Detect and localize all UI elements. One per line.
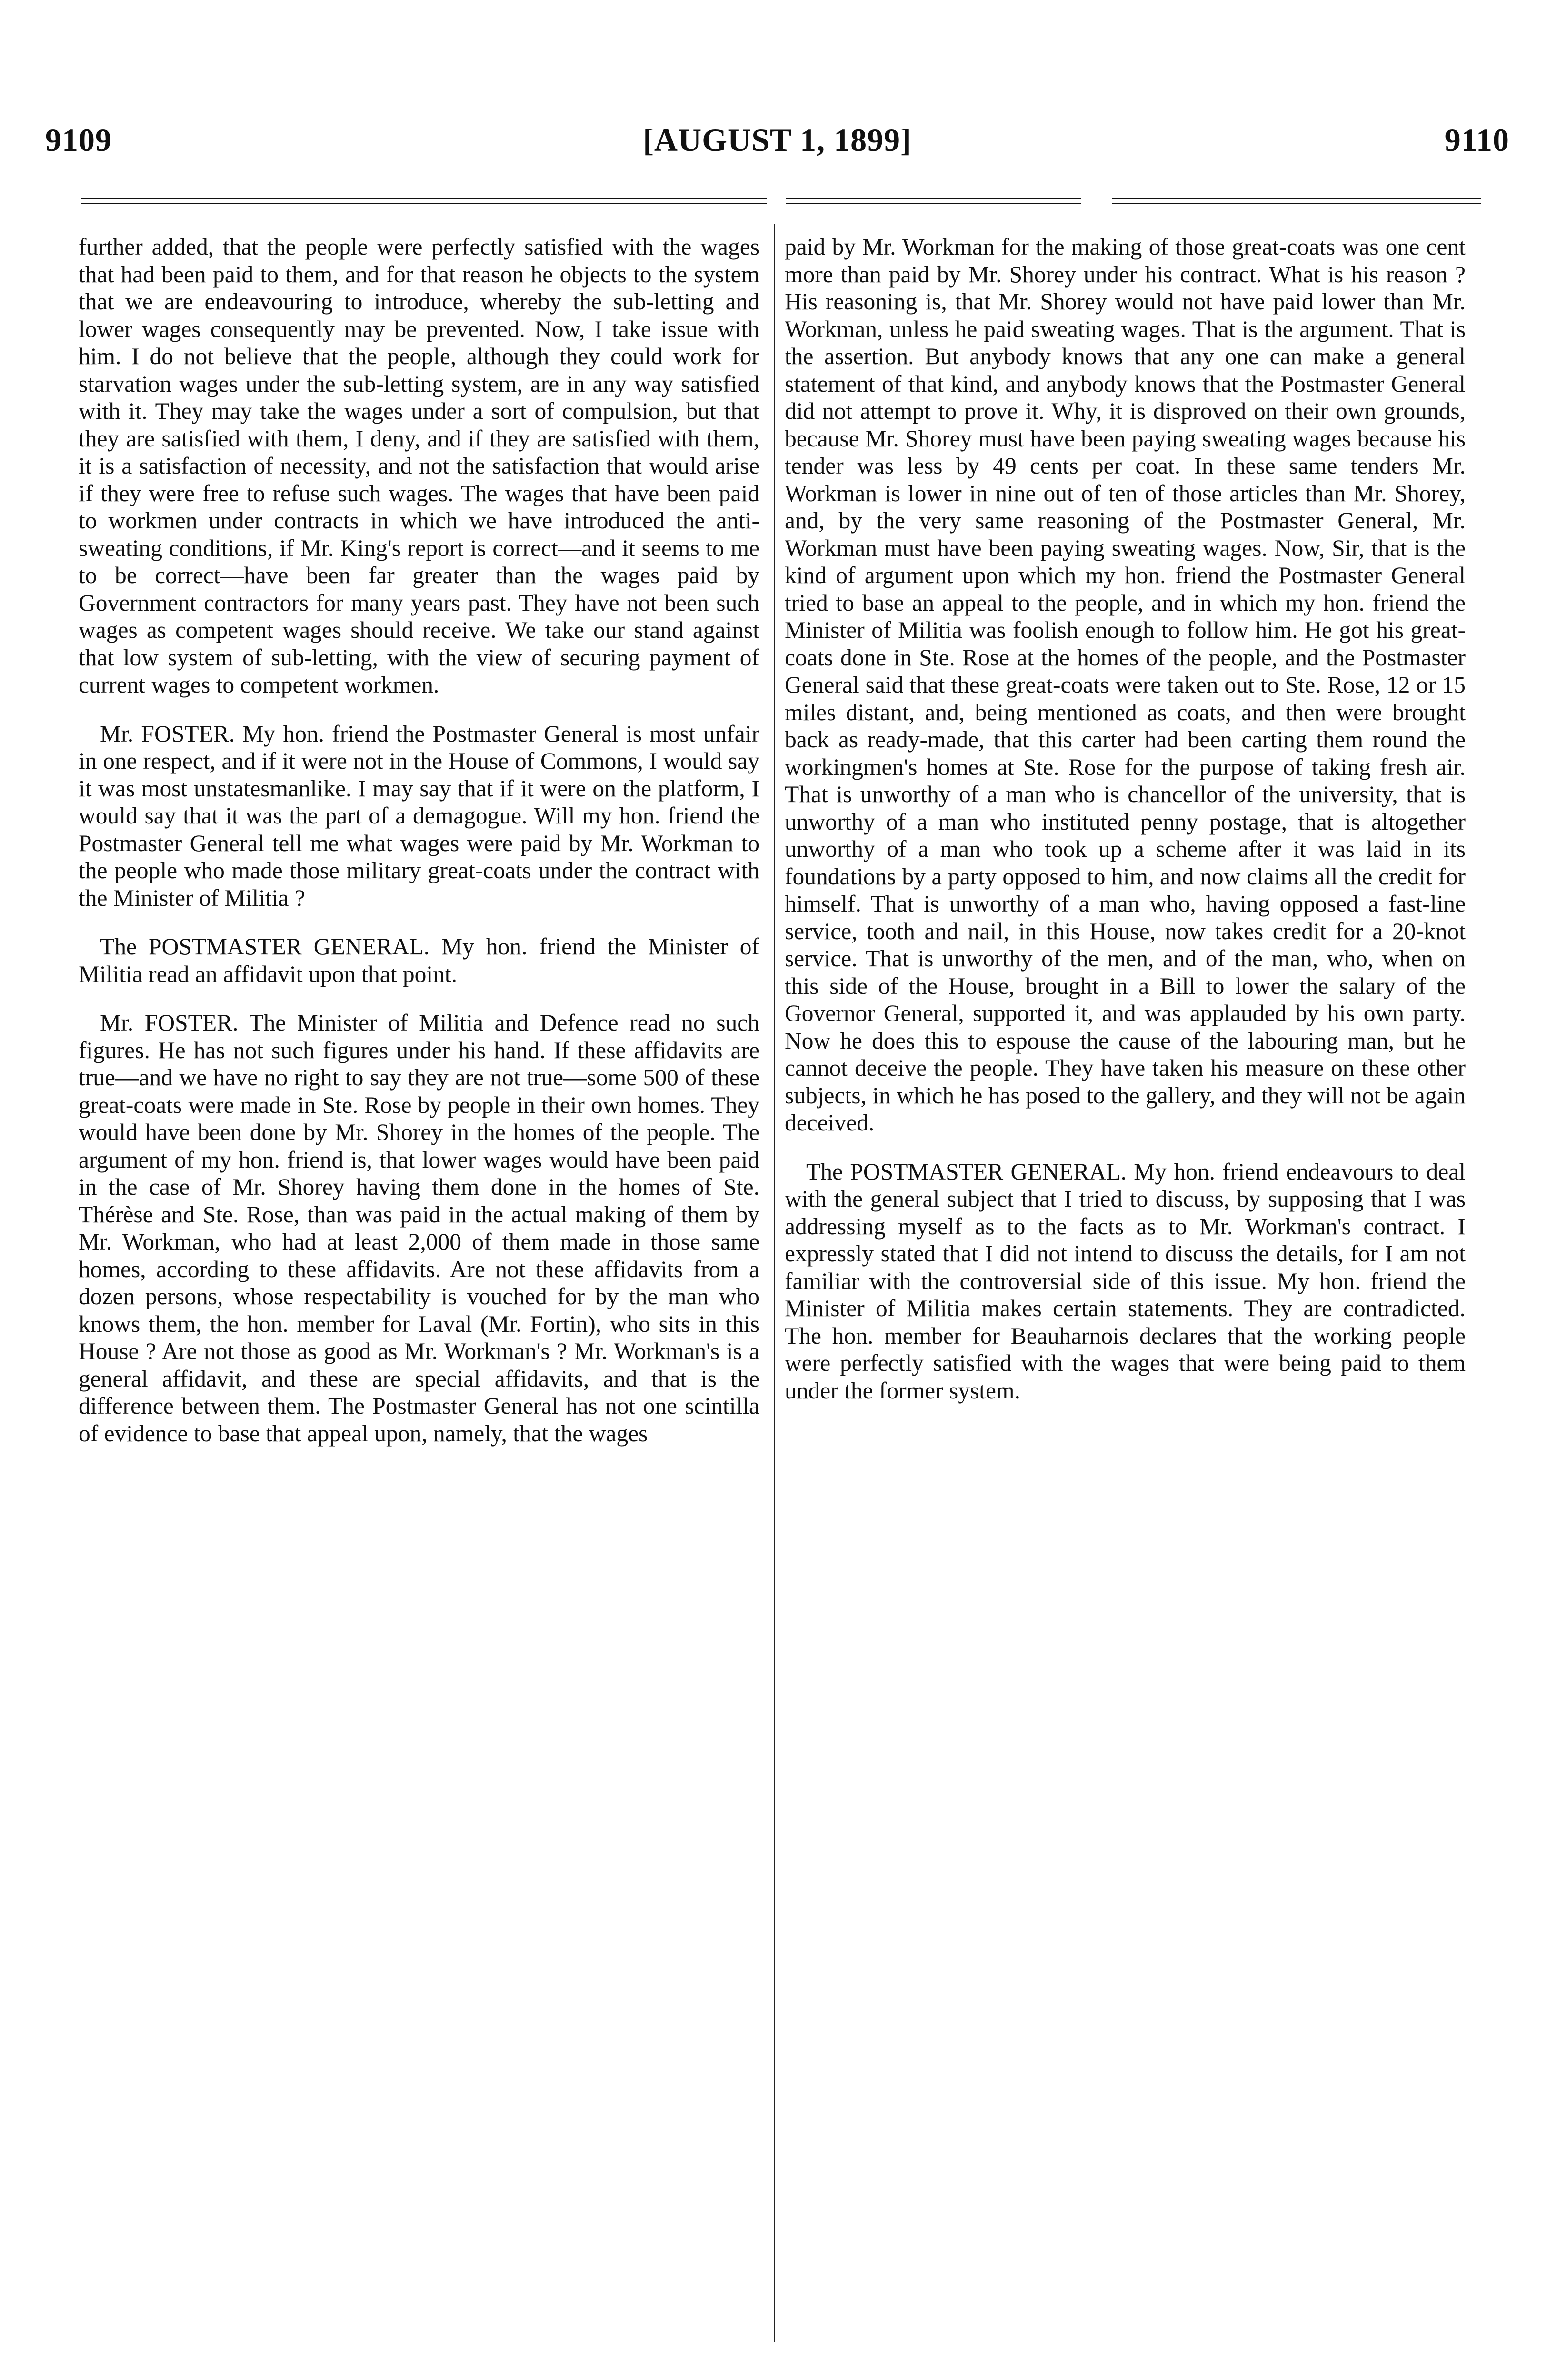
paragraph: paid by Mr. Workman for the making of those great-coats was one cent more than paid by Mr. Shorey under his contract. What is his reason ? His reasoning is, that Mr. Shorey would not have paid lower than Mr. Workman, unless he paid sweating wages. That is the argument. That is the assertion. But anybody knows that any one can make a general statement of that kind, and anybody knows that the Postmaster General did not attempt to prove it. Why, it is disproved on their own grounds, because Mr. Shorey must have been paying sweating wages because his tender was less by 49 cents per coat. In these same tenders Mr. Workman is lower in nine out of ten of those articles than Mr. Shorey, and, by the very same reasoning of the Postmaster General, Mr. Workman must have been paying sweating wages. Now, Sir, that is the kind of argument upon which my hon. friend the Postmaster General tried to base an appeal to the people, and in which my hon. friend the Minister of Militia was foolish enough to follow him. He got his great-coats done in Ste. Rose at the homes of the people, and the Postmaster General said that these great-coats were taken out to Ste. Rose, 12 or 15 miles distant, and, being mentioned as coats, and then were brought back as ready-made, that this carter had been carting them round the workingmen's homes at Ste. Rose for the purpose of taking fresh air. That is unworthy of a man who is chancellor of the university, that is unworthy of a man who instituted penny postage, that is altogether unworthy of a man who took up a scheme after it was laid in its foundations by a party opposed to him, and now claims all the credit for himself. That is unworthy of a man who, having opposed a fast-line service, tooth and nail, in this House, now takes credit for a 20-knot service. That is unworthy of the men, and of the man, who, when on this side of the House, brought in a Bill to lower the salary of the Governor General, supported it, and was applauded by his own party. Now he does this to espouse the cause of the labouring man, but he cannot deceive the people. They have taken his measure on these other subjects, in which he has posed to the gallery, and they will not be again deceived. [785,234,1466,1136]
page-number-right: 9110 [1444,122,1509,158]
paragraph: The POSTMASTER GENERAL. My hon. friend the Minister of Militia read an affidavit upon that point. [79,933,759,987]
header-rule-right [1112,198,1481,204]
header-rule-middle [786,198,1081,204]
page-number-left: 9109 [45,122,112,158]
page-header [45,121,1509,169]
paragraph: further added, that the people were perfectly satisfied with the wages that had been paid to them, and for that reason he objects to the system that we are endeavouring to introduce, whereby the sub-letting and lower wages consequently may be prevented. Now, I take issue with him. I do not believe that the people, although they could work for starvation wages under the sub-letting system, are in any way satisfied with it. They may take the wages under a sort of compulsion, but that they are satisfied with them, I deny, and if they are satisfied with them, it is a satisfaction of necessity, and not the satisfaction that would arise if they were free to refuse such wages. The wages that have been paid to workmen under contracts in which we have introduced the anti-sweating conditions, if Mr. King's report is correct—and it seems to me to be correct—have been far greater than the wages paid by Government contractors for many years past. They have not been such wages as competent wages should receive. We take our stand against that low system of sub-letting, with the view of securing payment of current wages to competent workmen. [79,234,759,698]
paragraph: Mr. FOSTER. My hon. friend the Postmaster General is most unfair in one respect, and if it were not in the House of Commons, I would say it was most unstatesmanlike. I may say that if it were on the platform, I would say that it was the part of a demagogue. Will my hon. friend the Postmaster General tell me what wages were paid by Mr. Workman to the people who made those military great-coats under the contract with the Minister of Militia ? [79,720,759,911]
left-column [79,233,759,1468]
right-column [785,233,1466,1426]
column-divider [774,224,775,2342]
header-rule-left [81,198,767,204]
paragraph: Mr. FOSTER. The Minister of Militia and Defence read no such figures. He has not such figures under his hand. If these affidavits are true—and we have no right to say they are not true—some 500 of these great-coats were made in Ste. Rose by people in their own homes. They would have been done by Mr. Shorey in the homes of the people. The argument of my hon. friend is, that lower wages would have been paid in the case of Mr. Shorey having them done in the homes of Ste. Thérèse and Ste. Rose, than was paid in the actual making of them by Mr. Workman, who had at least 2,000 of them made in those same homes, according to these affidavits. Are not these affidavits from a dozen persons, whose respectability is vouched for by the man who knows them, the hon. member for Laval (Mr. Fortin), who sits in this House ? Are not those as good as Mr. Workman's ? Mr. Workman's is a general affidavit, and these are special affidavits, and that is the difference between them. The Postmaster General has not one scintilla of evidence to base that appeal upon, namely, that the wages [79,1010,759,1447]
paragraph: The POSTMASTER GENERAL. My hon. friend endeavours to deal with the general subject that I tried to discuss, by supposing that I was addressing myself as to the facts as to Mr. Workman's contract. I expressly stated that I did not intend to discuss the details, for I am not familiar with the controversial side of this issue. My hon. friend the Minister of Militia makes certain statements. They are contradicted. The hon. member for Beauharnois declares that the working people were perfectly satisfied with the wages that were being paid to them under the former system. [785,1158,1466,1404]
header-date: [AUGUST 1, 1899] [643,122,912,158]
